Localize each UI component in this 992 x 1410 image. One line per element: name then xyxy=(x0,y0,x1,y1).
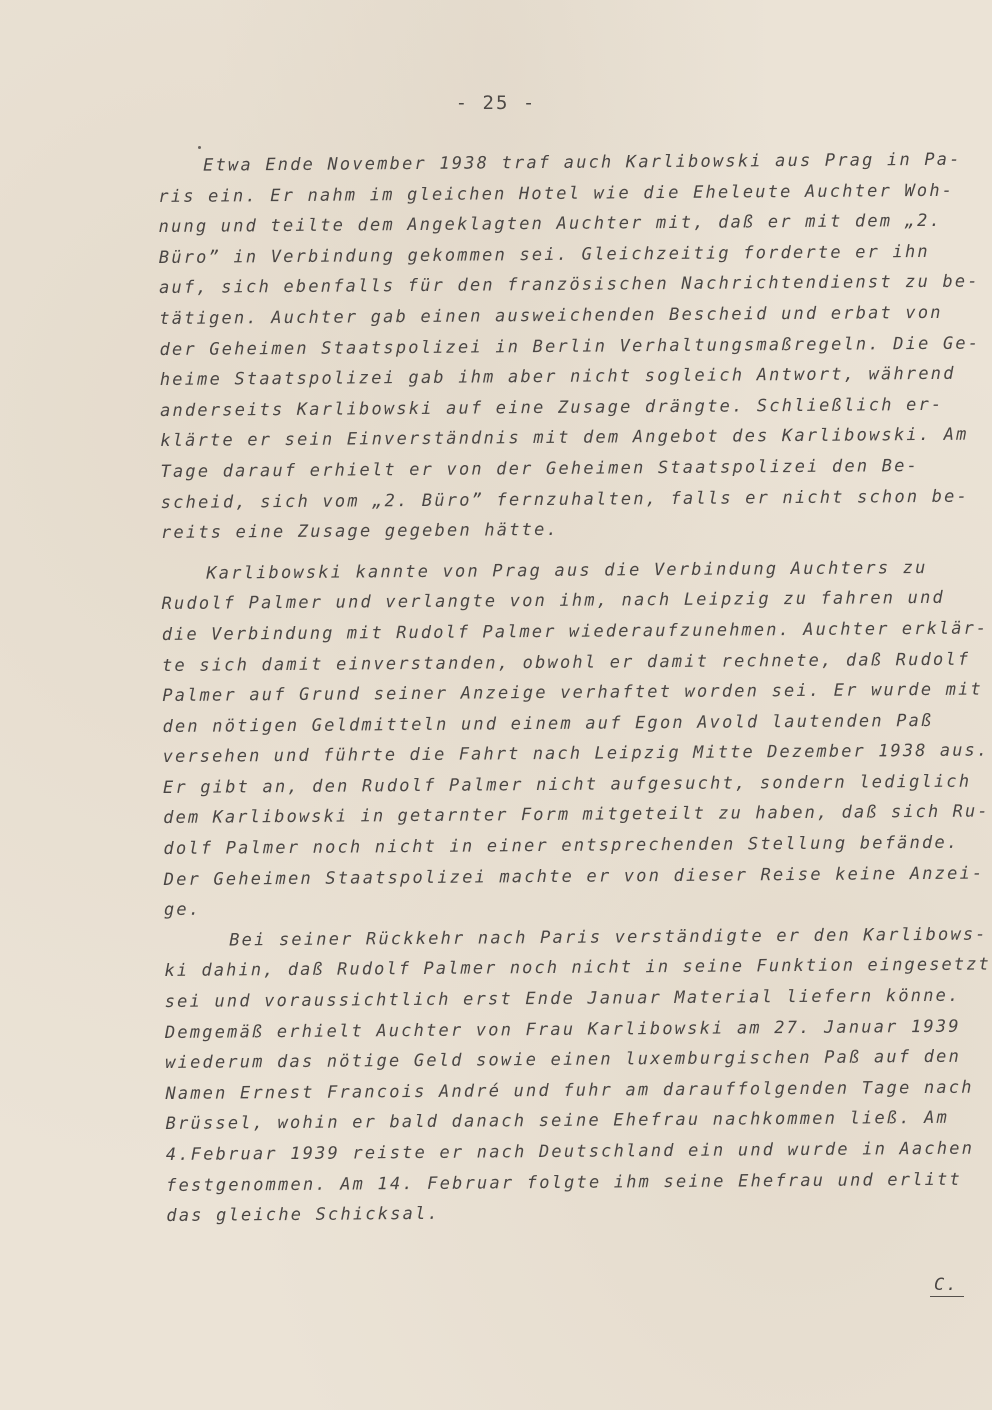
text-line: ris ein. Er nahm im gleichen Hotel wie die Eheleute Auchter Woh- xyxy=(158,180,955,207)
text-line: versehen und führte die Fahrt nach Leipzig Mitte Dezember 1938 aus. xyxy=(162,740,990,768)
text-line: tätigen. Auchter gab einen ausweichenden Bescheid und erbat von xyxy=(159,302,943,329)
text-line: Rudolf Palmer und verlangte von ihm, nach Leipzig zu fahren und xyxy=(161,588,946,615)
text-line: Der Geheimen Staatspolizei machte er von dieser Reise keine Anzei- xyxy=(163,863,985,890)
text-line: Namen Ernest Francois André und fuhr am darauffolgenden Tage nach xyxy=(165,1077,974,1104)
text-line: wiederum das nötige Geld sowie einen luxemburgischen Paß auf den xyxy=(165,1046,962,1074)
body-text xyxy=(158,145,991,1232)
paragraph-3 xyxy=(164,919,991,1231)
text-line: der Geheimen Staatspolizei in Berlin Verhaltungsmaßregeln. Die Ge- xyxy=(159,333,981,360)
text-line: dolf Palmer noch nicht in einer entsprechenden Stellung befände. xyxy=(163,832,960,860)
text-line: ge. xyxy=(163,899,202,921)
text-line: Palmer auf Grund seiner Anzeige verhaftet worden sei. Er wurde mit xyxy=(162,679,984,707)
paragraph-1 xyxy=(158,145,981,549)
text-line: die Verbindung mit Rudolf Palmer wiederaufzunehmen. Auchter erklär- xyxy=(161,618,989,645)
text-line: Etwa Ende November 1938 traf auch Karlibowski aus Prag in Pa- xyxy=(203,149,962,176)
text-line: anderseits Karlibowski auf eine Zusage drängte. Schließlich er- xyxy=(159,394,944,421)
text-line: scheid, sich vom „2. Büro” fernzuhalten, falls er nicht schon be- xyxy=(160,486,970,513)
text-line: auf, sich ebenfalls für den französischen Nachrichtendienst zu be- xyxy=(159,271,980,299)
text-line: klärte er sein Einverständnis mit dem Angebot des Karlibowski. Am xyxy=(160,424,969,452)
text-line: dem Karlibowski in getarnter Form mitgeteilt zu haben, daß sich Ru- xyxy=(163,801,990,829)
ink-speck xyxy=(198,146,201,149)
text-line: Demgemäß erhielt Auchter von Frau Karlibowski am 27. Januar 1939 xyxy=(164,1016,961,1043)
text-line: 4.Februar 1939 reiste er nach Deutschland ein und wurde in Aachen xyxy=(165,1138,975,1165)
text-line: Tage darauf erhielt er von der Geheimen Staatspolizei den Be- xyxy=(160,455,920,482)
text-line: Büro” in Verbindung gekommen sei. Gleichzeitig forderte er ihn xyxy=(158,241,930,268)
text-line: festgenommen. Am 14. Februar folgte ihm seine Ehefrau und erlitt xyxy=(166,1169,963,1196)
page-number: - 25 - xyxy=(455,92,537,114)
text-line: Karlibowski kannte von Prag aus die Verbindung Auchters zu xyxy=(206,557,928,584)
text-line: das gleiche Schicksal. xyxy=(166,1204,441,1227)
text-line: heime Staatspolizei gab ihm aber nicht sogleich Antwort, während xyxy=(159,363,956,391)
text-line: reits eine Zusage gegeben hätte. xyxy=(160,519,559,544)
text-line: nung und teilte dem Angeklagten Auchter mit, daß er mit dem „2. xyxy=(158,211,943,238)
text-line: sei und voraussichtlich erst Ende Januar Material liefern könne. xyxy=(164,985,961,1013)
text-line: Brüssel, wohin er bald danach seine Ehefrau nachkommen ließ. Am xyxy=(165,1108,950,1135)
text-line: Bei seiner Rückkehr nach Paris verständigte er den Karlibows- xyxy=(229,924,988,951)
text-line: Er gibt an, den Rudolf Palmer nicht aufgesucht, sondern lediglich xyxy=(162,771,972,798)
text-line: den nötigen Geldmitteln und einem auf Egon Avold lautenden Paß xyxy=(162,710,934,737)
text-line: ki dahin, daß Rudolf Palmer noch nicht in seine Funktion eingesetzt xyxy=(164,954,991,982)
continuation-mark: C. xyxy=(930,1274,964,1297)
text-line: te sich damit einverstanden, obwohl er damit rechnete, daß Rudolf xyxy=(161,649,971,676)
paragraph-2 xyxy=(161,552,990,926)
